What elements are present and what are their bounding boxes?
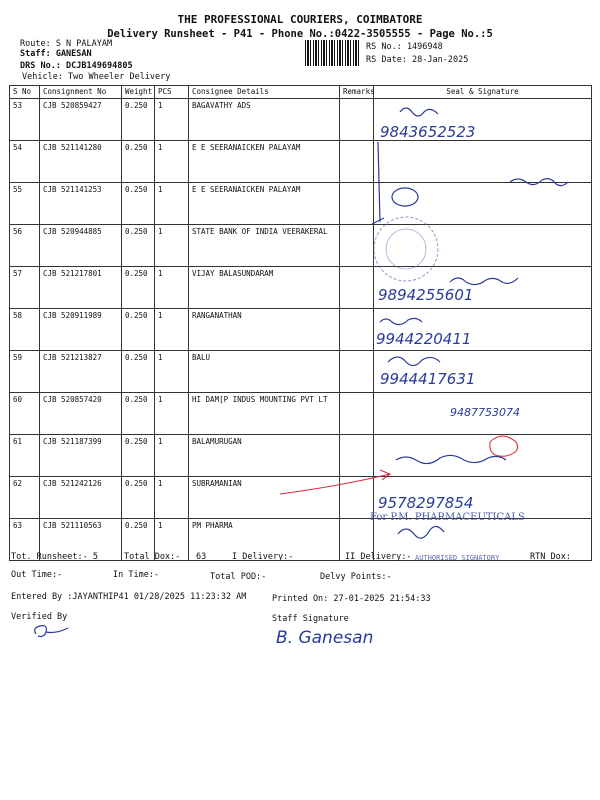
cell-sno: 60	[10, 393, 40, 435]
delvy-points: Delvy Points:-	[320, 572, 392, 582]
ii-delivery: II Delivery:-	[345, 552, 412, 562]
staff-signature-hand: B. Ganesan	[276, 628, 374, 648]
authorised-signatory-stamp: AUTHORISED SIGNATORY	[415, 554, 500, 562]
cell-pcs: 1	[155, 351, 189, 393]
cell-sno: 56	[10, 225, 40, 267]
cell-consignee: RANGANATHAN	[189, 309, 340, 351]
cell-pcs: 1	[155, 309, 189, 351]
cell-sno: 55	[10, 183, 40, 225]
col-consignee: Consignee Details	[189, 86, 340, 99]
rs-date: RS Date: 28-Jan-2025	[366, 55, 469, 65]
in-time: In Time:-	[113, 570, 160, 580]
cell-consignee: E E SEERANAICKEN PALAYAM	[189, 183, 340, 225]
cell-sno: 62	[10, 477, 40, 519]
cell-pcs: 1	[155, 435, 189, 477]
cell-consignee: BAGAVATHY ADS	[189, 99, 340, 141]
pharma-signature	[398, 526, 444, 538]
signature-59	[388, 357, 440, 366]
handwritten-phone-59: 9944417631	[380, 370, 476, 388]
route: Route: S N PALAYAM	[20, 39, 113, 49]
tamil-signature-55	[510, 179, 568, 186]
handwritten-phone-60: 9487753074	[450, 406, 520, 419]
cell-weight: 0.250	[122, 435, 155, 477]
cell-pcs: 1	[155, 183, 189, 225]
verified-by: Verified By	[11, 612, 68, 622]
col-weight: Weight	[122, 86, 155, 99]
rtn-dox: RTN Dox:	[530, 552, 571, 562]
col-sno: S No	[10, 86, 40, 99]
cell-sno: 59	[10, 351, 40, 393]
cell-consignee: BALU	[189, 351, 340, 393]
cell-weight: 0.250	[122, 99, 155, 141]
cell-weight: 0.250	[122, 225, 155, 267]
pharma-stamp: For P.M. PHARMACEUTICALS	[370, 512, 525, 523]
cell-weight: 0.250	[122, 393, 155, 435]
cell-weight: 0.250	[122, 477, 155, 519]
cell-pcs: 1	[155, 267, 189, 309]
cell-weight: 0.250	[122, 309, 155, 351]
cell-weight: 0.250	[122, 141, 155, 183]
col-consignment: Consignment No	[40, 86, 122, 99]
bank-seal-stamp	[374, 217, 438, 281]
total-dox-value: 63	[196, 552, 207, 562]
cell-pcs: 1	[155, 99, 189, 141]
cell-consignment: CJB 520857420	[40, 393, 122, 435]
red-arrow-line	[280, 470, 390, 494]
cell-consignment: CJB 521187399	[40, 435, 122, 477]
col-pcs: PCS	[155, 86, 189, 99]
company-title: THE PROFESSIONAL COURIERS, COIMBATORE	[177, 13, 423, 26]
handwritten-phone-62: 9578297854	[378, 494, 474, 512]
initial-circle	[392, 188, 418, 206]
total-pod: Total POD:-	[210, 572, 267, 582]
cell-consignee: STATE BANK OF INDIA VEERAKERAL	[189, 225, 340, 267]
cell-weight: 0.250	[122, 519, 155, 561]
staff: Staff: GANESAN	[20, 49, 92, 59]
cell-weight: 0.250	[122, 183, 155, 225]
cell-pcs: 1	[155, 477, 189, 519]
printed-on: Printed On: 27-01-2025 21:54:33	[272, 594, 431, 604]
cell-pcs: 1	[155, 519, 189, 561]
col-seal: Seal & Signature	[374, 86, 592, 99]
cell-consignment: CJB 521110563	[40, 519, 122, 561]
cell-consignee: SUBRAMANIAN	[189, 477, 340, 519]
cell-sno: 53	[10, 99, 40, 141]
staff-signature-label: Staff Signature	[272, 614, 349, 624]
cell-consignee: HI DAM[P INDUS MOUNTING PVT LT	[189, 393, 340, 435]
cell-consignee: VIJAY BALASUNDARAM	[189, 267, 340, 309]
rs-number: RS No.: 1496948	[366, 42, 443, 52]
remarks-bracket	[372, 142, 384, 224]
cell-consignee: PM PHARMA	[189, 519, 340, 561]
cell-sno: 61	[10, 435, 40, 477]
i-delivery: I Delivery:-	[232, 552, 294, 562]
cn-circle	[490, 436, 518, 456]
cell-pcs: 1	[155, 225, 189, 267]
cell-weight: 0.250	[122, 351, 155, 393]
cell-consignee: E E SEERANAICKEN PALAYAM	[189, 141, 340, 183]
tamil-signature-58	[380, 318, 422, 324]
cell-sno: 57	[10, 267, 40, 309]
cell-consignment: CJB 521213827	[40, 351, 122, 393]
signature-scribble-53	[400, 108, 438, 116]
cell-pcs: 1	[155, 393, 189, 435]
runsheet-title: Delivery Runsheet - P41 - Phone No.:0422-3505555 - Page No.:5	[107, 28, 493, 40]
tot-runsheet: Tot. Runsheet:- 5	[11, 552, 98, 562]
cell-pcs: 1	[155, 141, 189, 183]
vehicle: Vehicle: Two Wheeler Delivery	[22, 72, 171, 82]
cell-consignment: CJB 520859427	[40, 99, 122, 141]
cell-consignment: CJB 521242126	[40, 477, 122, 519]
tamil-signature-57	[450, 278, 518, 285]
cell-consignment: CJB 521141280	[40, 141, 122, 183]
handwritten-phone-53: 9843652523	[380, 123, 476, 141]
cell-weight: 0.250	[122, 267, 155, 309]
cell-consignment: CJB 521141253	[40, 183, 122, 225]
col-remarks: Remarks	[340, 86, 374, 99]
verified-by-signature	[35, 626, 68, 637]
total-dox-label: Total Dox:-	[124, 552, 181, 562]
drs-number: DRS No.: DCJB149694805	[20, 61, 133, 71]
cell-consignment: CJB 520911989	[40, 309, 122, 351]
handwritten-phone-58: 9944220411	[376, 330, 472, 348]
cell-sno: 63	[10, 519, 40, 561]
handwritten-phone-57: 9894255601	[378, 286, 474, 304]
cell-sno: 58	[10, 309, 40, 351]
entered-by: Entered By :JAYANTHIP41 01/28/2025 11:23:32 AM	[11, 592, 247, 602]
out-time: Out Time:-	[11, 570, 63, 580]
cell-sno: 54	[10, 141, 40, 183]
cell-consignment: CJB 521217801	[40, 267, 122, 309]
signature-62	[396, 455, 506, 463]
cell-consignment: CJB 520944885	[40, 225, 122, 267]
cell-consignee: BALAMURUGAN	[189, 435, 340, 477]
